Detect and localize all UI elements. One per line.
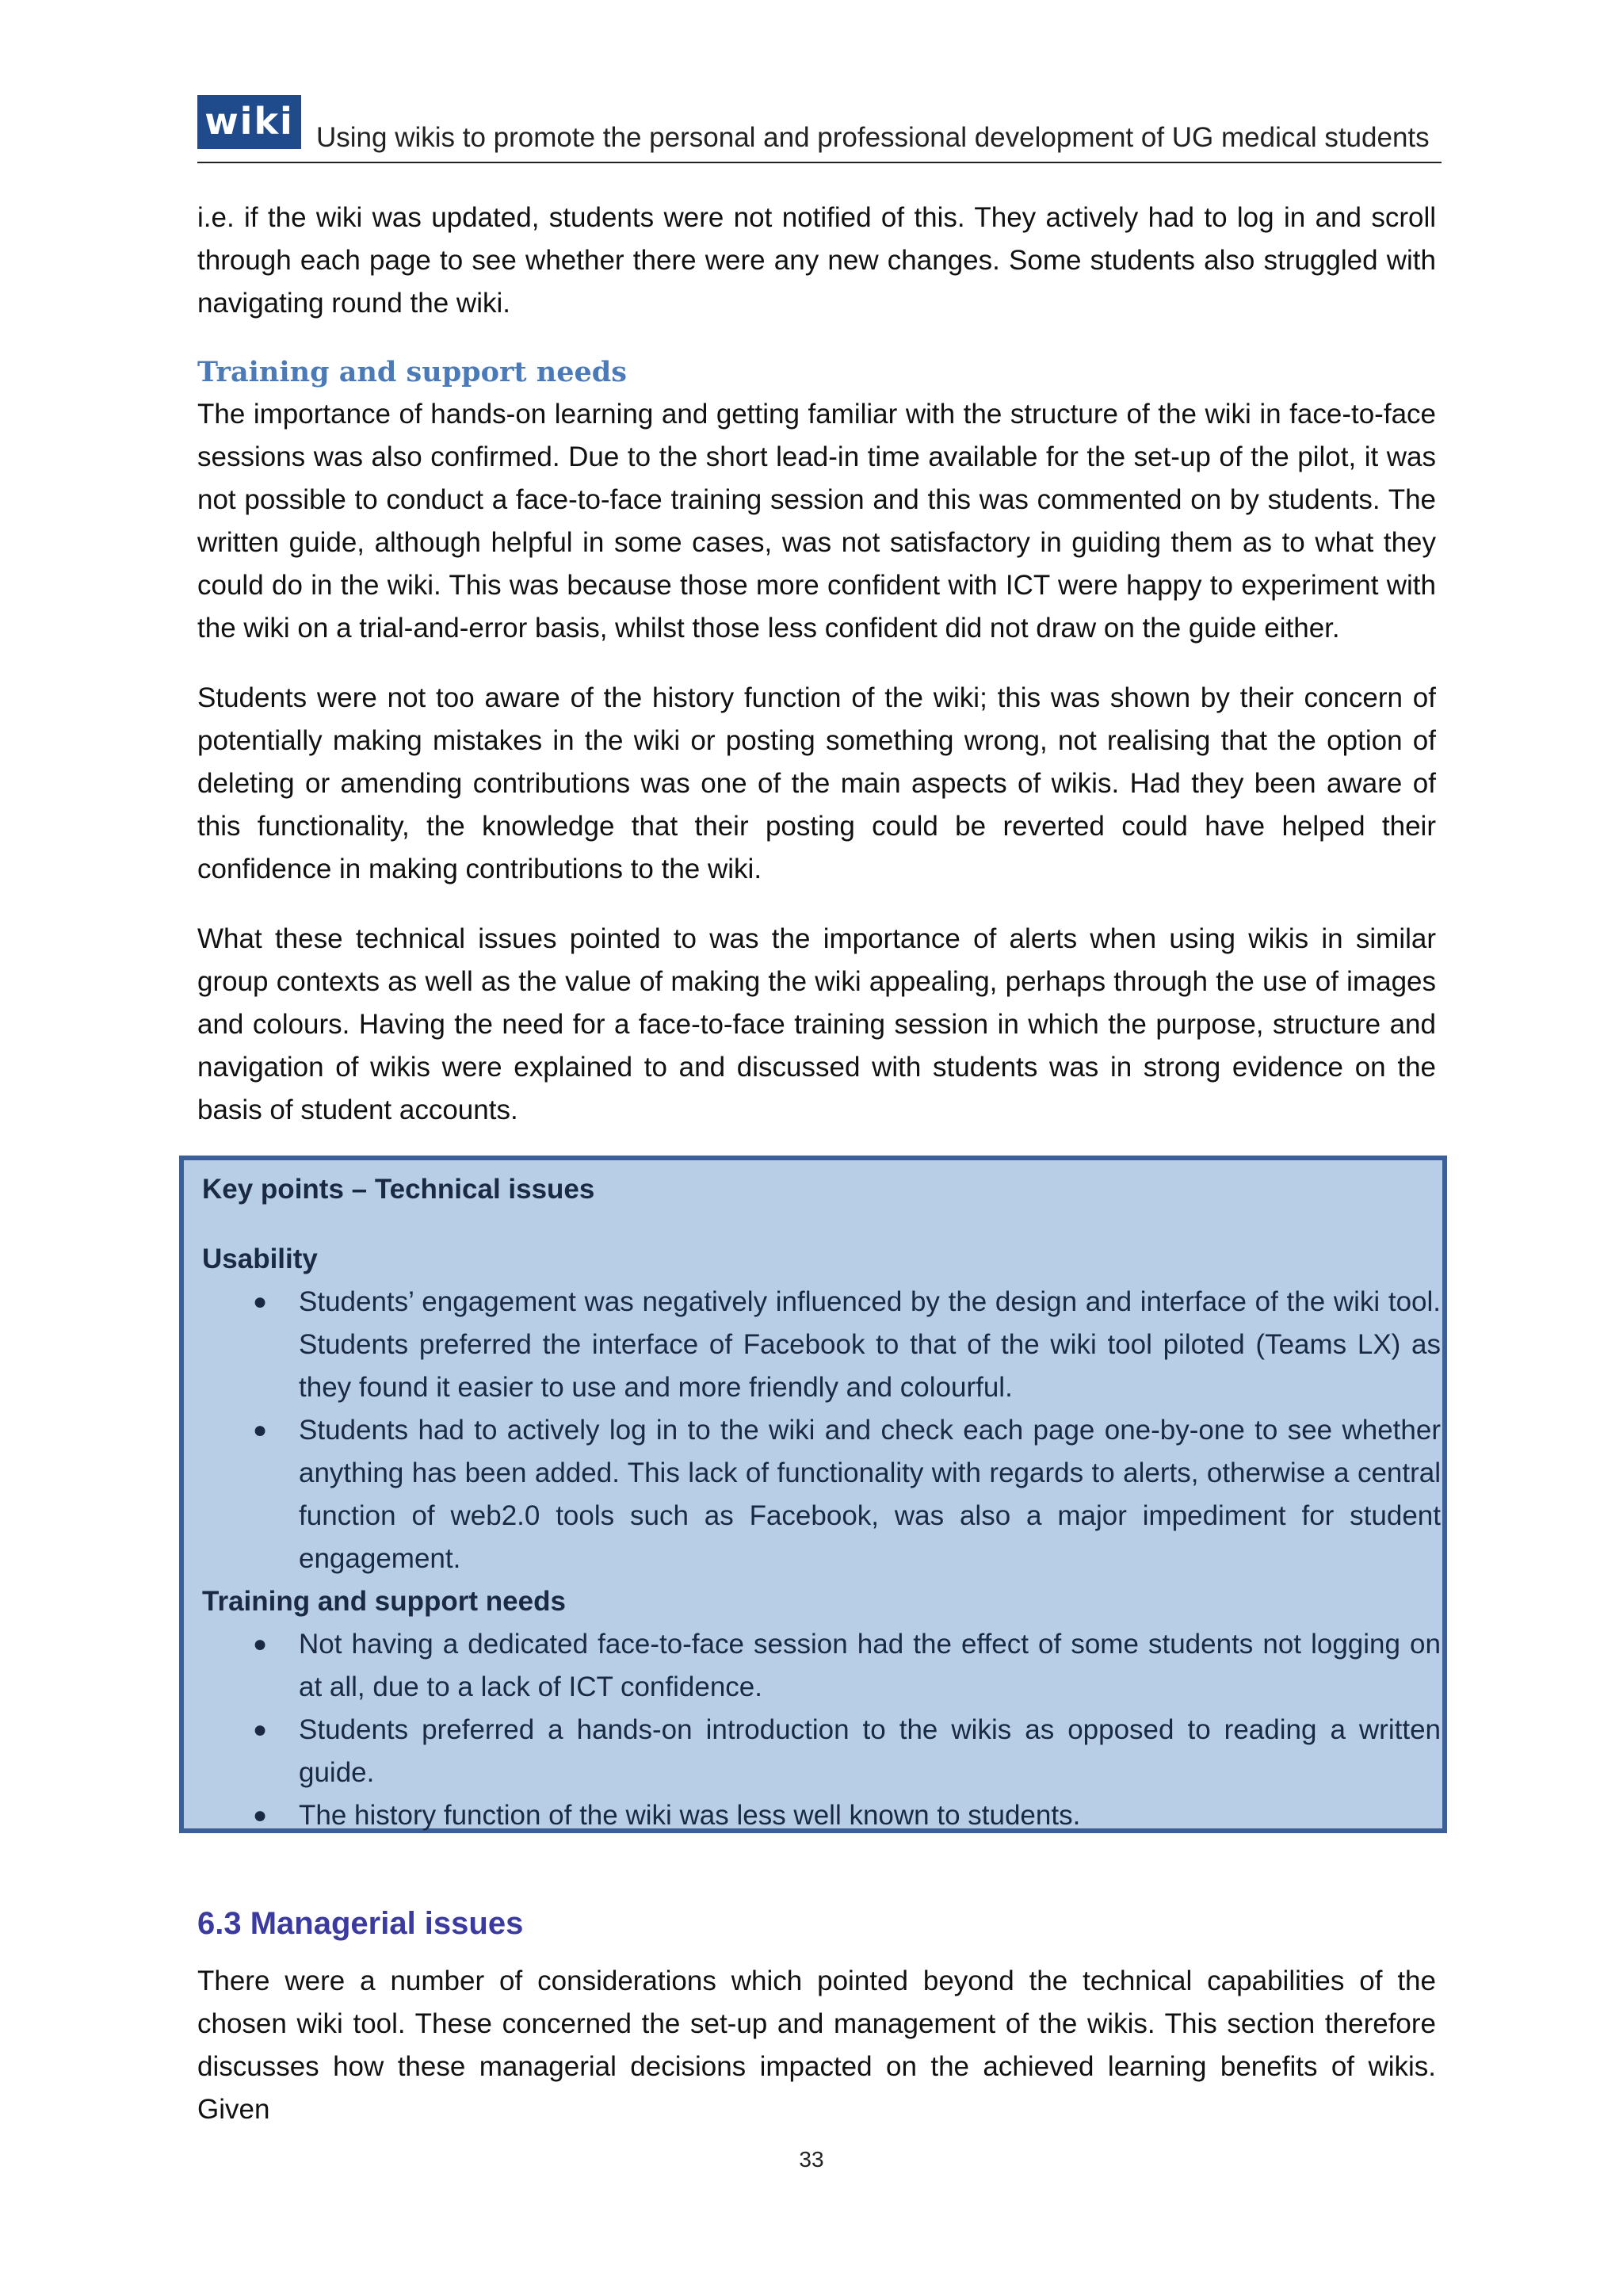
main-content [197, 197, 1436, 1159]
page-number: 33 [799, 2147, 824, 2172]
key-points-box [179, 1156, 1447, 1833]
training-list [202, 1623, 1441, 1837]
list-item: ● Students’ engagement was negatively influenced by the design and interface of the wiki tool. Students preferred the interface of Facebook to that of the wiki tool piloted (Teams LX) as they found it easier to use and more friendly and colourful. [202, 1281, 1441, 1409]
list-item: ● Students had to actively log in to the wiki and check each page one-by-one to see whether anything has been added. This lack of functionality with regards to alerts, otherwise a central function of web2.0 tools such as Facebook, was also a major impediment for student engagement. [202, 1409, 1441, 1580]
history-paragraph: Students were not too aware of the history function of the wiki; this was shown by their concern of potentially making mistakes in the wiki or posting something wrong, not realising that the option of deleting or amending contributions was one of the main aspects of wikis. Had they been aware of this functionality, the knowledge that their posting could be reverted could have helped their confidence in making contributions to the wiki. [197, 682, 1436, 884]
bullet-icon: ● [253, 1802, 268, 1828]
intro-paragraph: i.e. if the wiki was updated, students were not notified of this. They actively had to log in and scroll through each page to see whether there were any new changes. Some students also struggled with navigating round the wiki. [197, 202, 1436, 319]
section-paragraph: There were a number of considerations which pointed beyond the technical capabilities of the chosen wiki tool. These concerned the set-up and management of the wikis. This section therefore discusses how these managerial decisions impacted on the achieved learning benefits of wikis. Given [197, 1966, 1436, 2125]
header-title: Using wikis to promote the personal and professional development of UG medical students [316, 122, 1430, 153]
alerts-paragraph: What these technical issues pointed to was the importance of alerts when using wikis in similar group contexts as well as the value of making the wiki appealing, perhaps through the use of images and colours. Having the need for a face-to-face training session in which the purpose, structure and navigation of wikis were explained to and discussed with students was in strong evidence on the basis of student accounts. [197, 923, 1436, 1125]
training-support-heading: Training and support needs [202, 1586, 566, 1617]
bullet-icon: ● [253, 1631, 268, 1657]
training-paragraph: The importance of hands-on learning and getting familiar with the structure of the wiki in face-to-face sessions was also confirmed. Due to the short lead-in time available for the set-up of the pilot, it was not possible to conduct a face-to-face training session and this was commented on by students. The written guide, although helpful in some cases, was not satisfactory in guiding them as to what they could do in the wiki. This was because those more confident with ICT were happy to experiment with the wiki on a trial-and-error basis, whilst those less confident did not draw on the guide either. [197, 399, 1436, 644]
training-heading: Training and support needs [197, 356, 627, 388]
bullet-icon: ● [253, 1717, 268, 1743]
bullet-icon: ● [253, 1289, 268, 1315]
usability-list [202, 1281, 1441, 1580]
list-item: ● The history function of the wiki was less well known to students. [202, 1794, 1441, 1837]
section-title: 6.3 Managerial issues [197, 1906, 524, 1941]
wiki-logo: wiki [197, 95, 301, 149]
page-header [197, 95, 1442, 163]
bullet-icon: ● [253, 1417, 268, 1443]
list-item: ● Not having a dedicated face-to-face session had the effect of some students not logging on at all, due to a lack of ICT confidence. [202, 1623, 1441, 1709]
list-item: ● Students preferred a hands-on introduction to the wikis as opposed to reading a written guide. [202, 1709, 1441, 1794]
usability-heading: Usability [202, 1244, 318, 1274]
key-points-title: Key points – Technical issues [202, 1174, 595, 1205]
